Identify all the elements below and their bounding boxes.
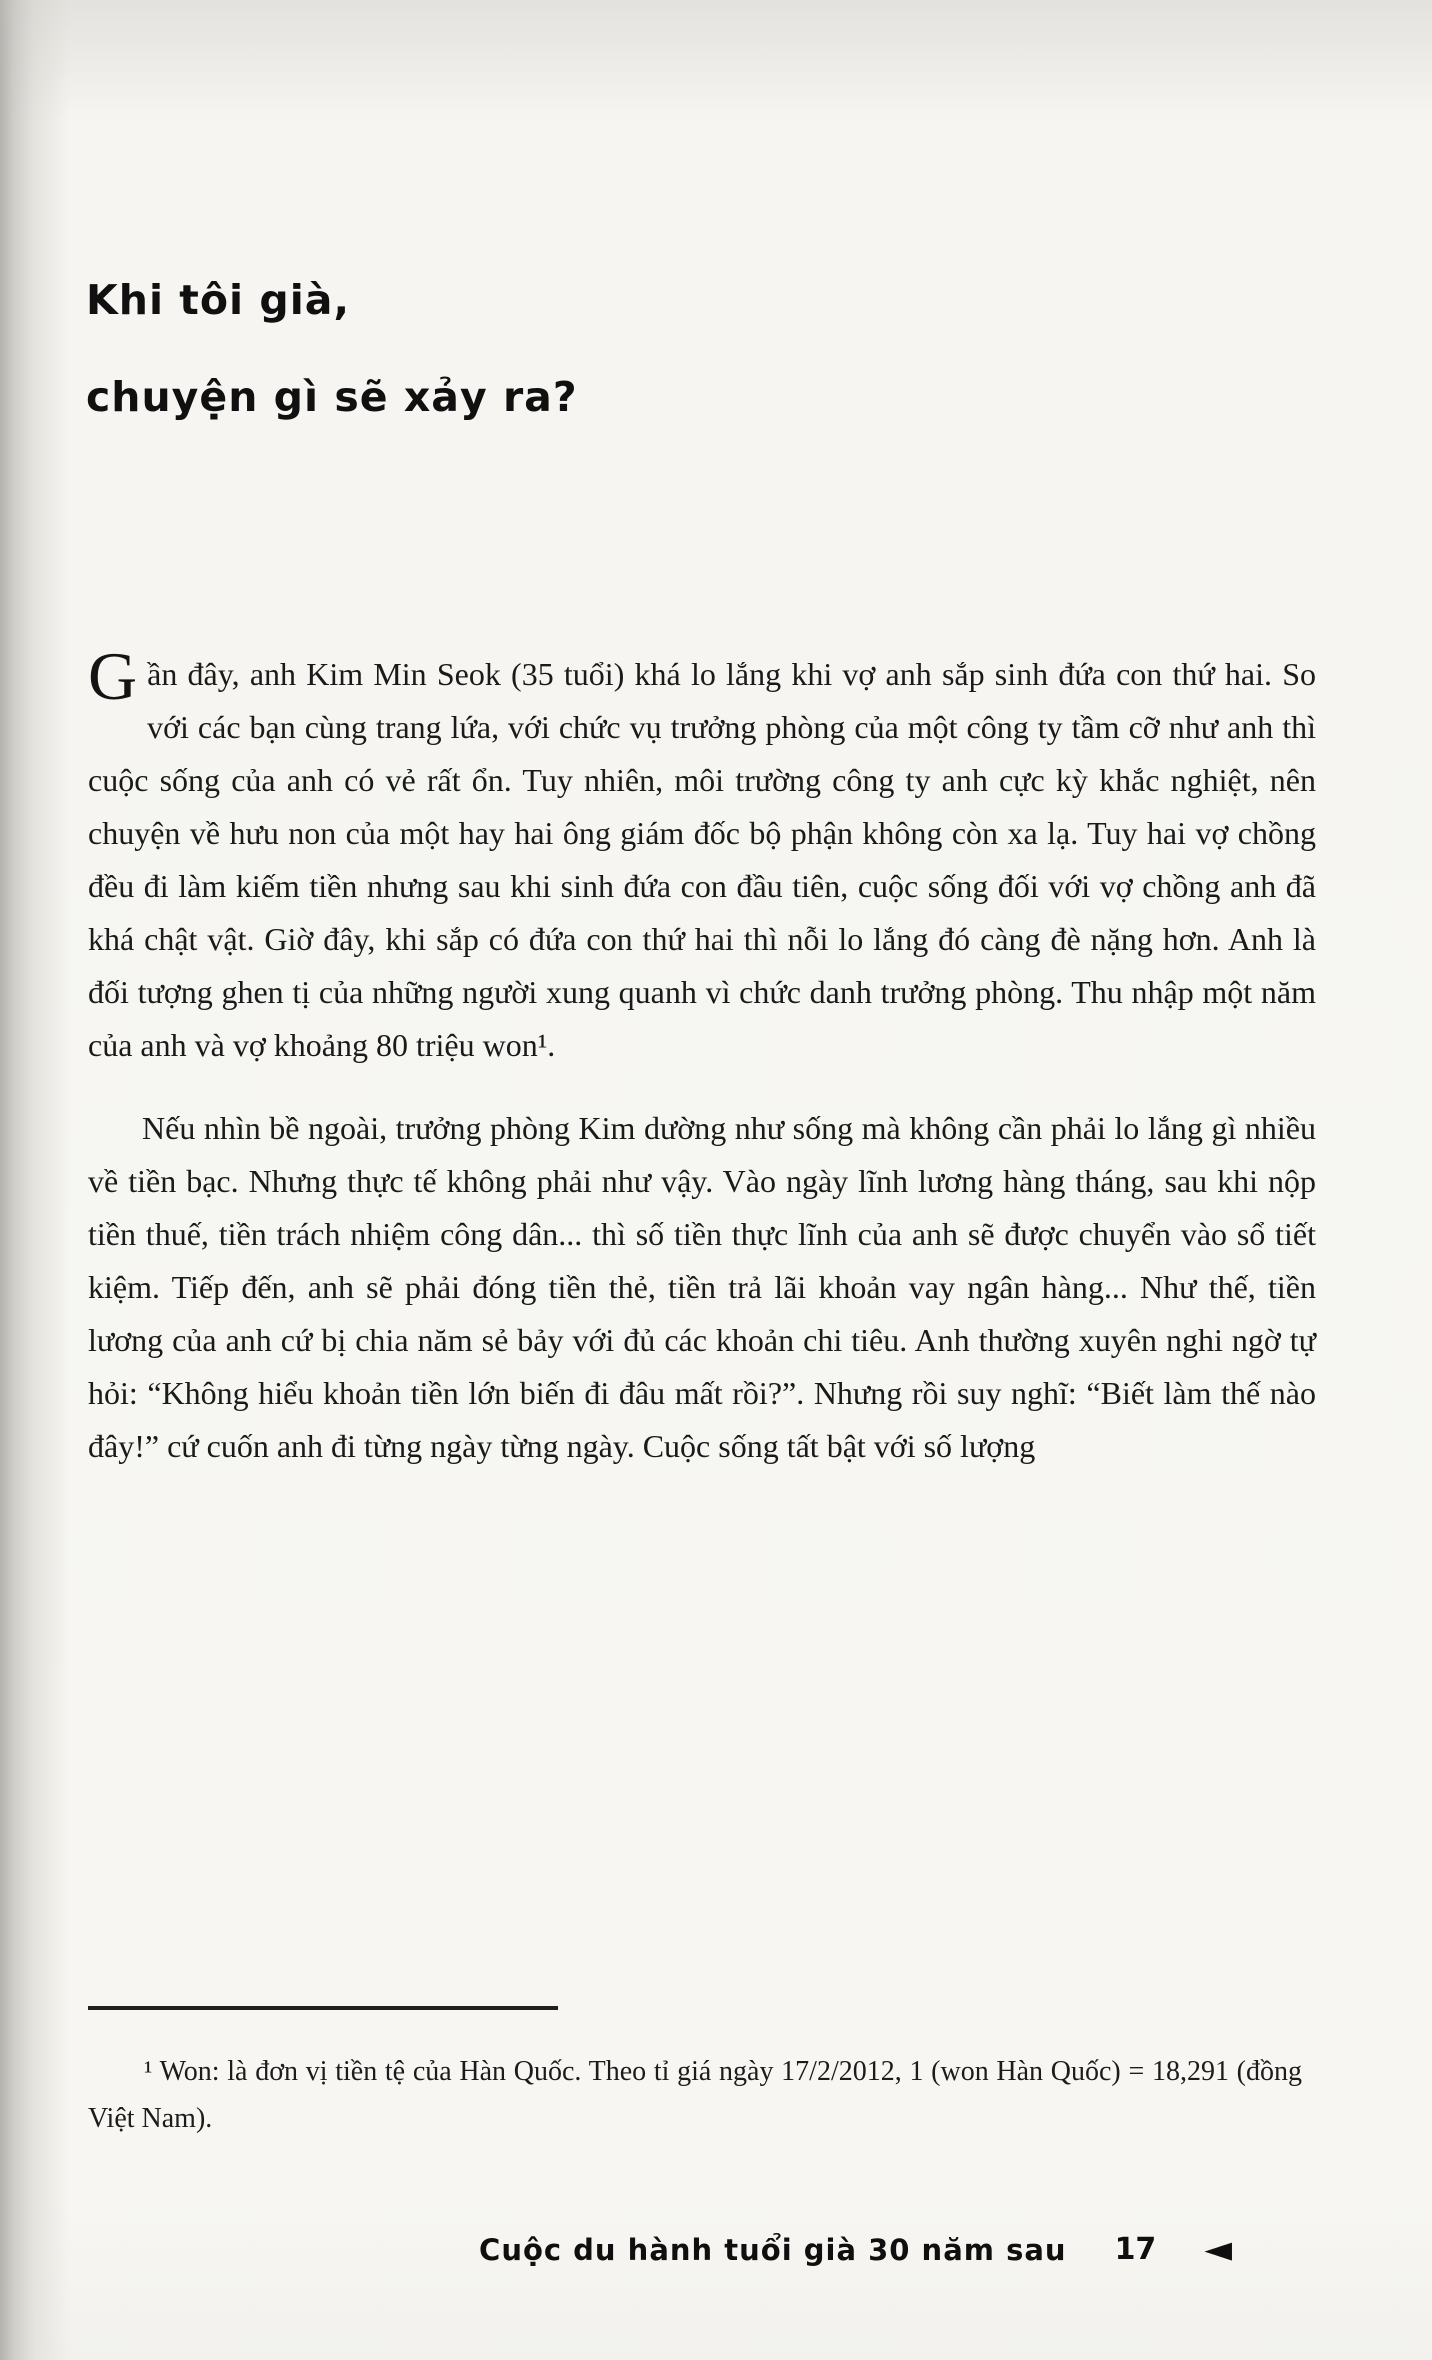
footnote: ¹ Won: là đơn vị tiền tệ của Hàn Quốc. Theo tỉ giá ngày 17/2/2012, 1 (won Hàn Quốc) = 18,291 (đồng Việt Nam). <box>88 2056 1302 2134</box>
chapter-title-line1: Khi tôi già, <box>86 276 351 324</box>
chapter-title-line2: chuyện gì sẽ xảy ra? <box>86 373 578 421</box>
paragraph-2: Nếu nhìn bề ngoài, trưởng phòng Kim dường như sống mà không cần phải lo lắng gì nhiều về tiền bạc. Nhưng thực tế không phải như vậy. Vào ngày lĩnh lương hàng tháng, sau khi nộp tiền thuế, tiền trách nhiệm công dân... thì số tiền thực lĩnh của anh sẽ được chuyển vào sổ tiết kiệm. Tiếp đến, anh sẽ phải đóng tiền thẻ, tiền trả lãi khoản vay ngân hàng... Như thế, tiền lương của anh cứ bị chia năm sẻ bảy với đủ các khoản chi tiêu. Anh thường xuyên nghi ngờ tự hỏi: “Không hiểu khoản tiền lớn biến đi đâu mất rồi?”. Nhưng rồi suy nghĩ: “Biết làm thế nào đây!” cứ cuốn anh đi từng ngày từng ngày. Cuộc sống tất bật với số lượng <box>88 1110 1316 1464</box>
scan-gutter-shadow <box>0 0 70 2360</box>
paragraph-1: Gần đây, anh Kim Min Seok (35 tuổi) khá lo lắng khi vợ anh sắp sinh đứa con thứ hai. So với các bạn cùng trang lứa, với chức vụ trưởng phòng của một công ty tầm cỡ như anh thì cuộc sống của anh có vẻ rất ổn. Tuy nhiên, môi trường công ty anh cực kỳ khắc nghiệt, nên chuyện về hưu non của một hay hai ông giám đốc bộ phận không còn xa lạ. Tuy hai vợ chồng đều đi làm kiếm tiền nhưng sau khi sinh đứa con đầu tiên, cuộc sống đối với vợ chồng anh đã khá chật vật. Giờ đây, khi sắp có đứa con thứ hai thì nỗi lo lắng đó càng đè nặng hơn. Anh là đối tượng ghen tị của những người xung quanh vì chức danh trưởng phòng. Thu nhập một năm của anh và vợ khoảng 80 triệu won¹. <box>88 638 1316 1063</box>
left-arrow-icon: ◄ <box>1204 2228 1232 2270</box>
running-title: Cuộc du hành tuổi già 30 năm sau <box>479 2232 1067 2267</box>
footnote-divider <box>88 2006 558 2010</box>
scan-top-shadow <box>0 0 1432 120</box>
page-footer <box>0 2228 1232 2270</box>
page-number: 17 <box>1114 2232 1157 2267</box>
body-text <box>88 638 1316 1473</box>
chapter-title <box>86 252 578 446</box>
